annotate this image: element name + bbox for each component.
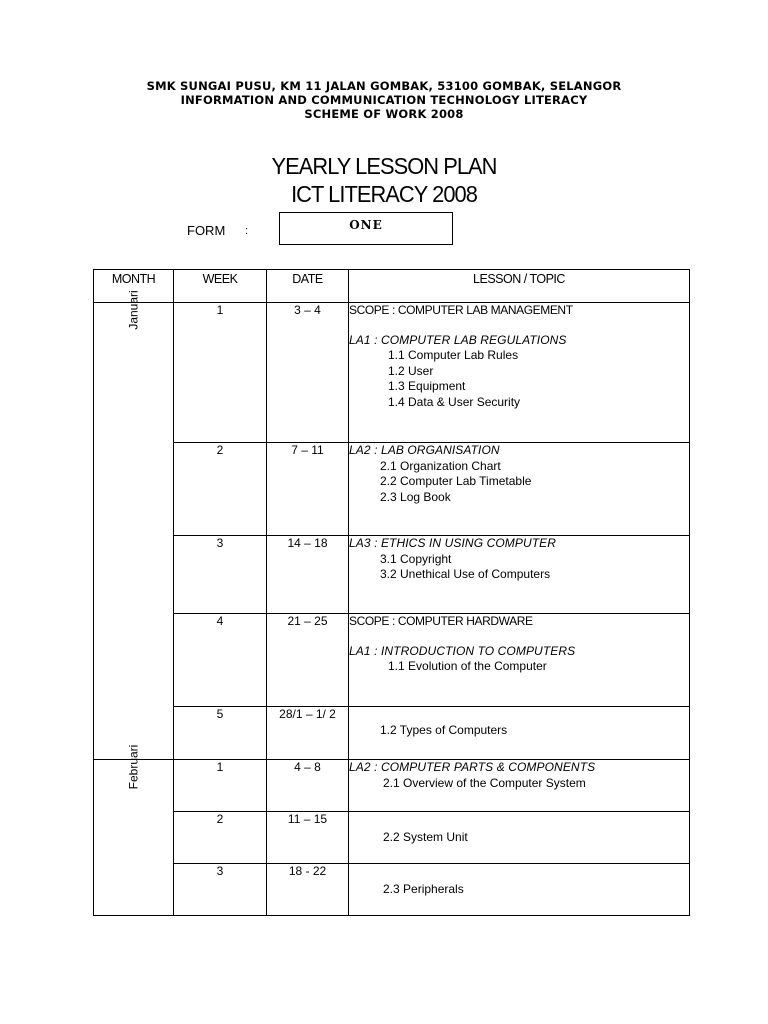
learning-area: LA2 : COMPUTER PARTS & COMPONENTS	[349, 760, 596, 774]
topic-item: 2.3 Log Book	[380, 489, 451, 504]
month-cell-januari	[94, 290, 174, 760]
topic-cell	[349, 707, 690, 760]
date-cell: 21 – 25	[267, 614, 349, 707]
scope-heading: SCOPE : COMPUTER HARDWARE	[349, 614, 533, 628]
week-cell: 3	[174, 864, 267, 916]
topic-item: 1.1 Computer Lab Rules	[388, 348, 519, 362]
form-label: FORM	[187, 223, 226, 238]
table-row	[94, 614, 690, 707]
school-header	[0, 79, 768, 121]
date-cell: 3 – 4	[267, 303, 349, 443]
table-row	[94, 812, 690, 864]
topic-item: 1.4 Data & User Security	[388, 394, 521, 409]
week-cell: 3	[174, 536, 267, 614]
document-title	[19, 152, 749, 208]
week-cell: 5	[174, 707, 267, 760]
table-row	[94, 864, 690, 916]
month-label: Januari	[126, 290, 141, 330]
table-row	[94, 760, 690, 812]
header-line-1: SMK SUNGAI PUSU, KM 11 JALAN GOMBAK, 53100 GOMBAK, SELANGOR	[146, 79, 622, 93]
title-line-1: YEARLY LESSON PLAN	[271, 153, 497, 179]
form-colon: :	[245, 225, 249, 237]
header-date: DATE	[267, 270, 349, 303]
topic-item: 2.3 Peripherals	[383, 882, 464, 896]
topic-item: 1.1 Evolution of the Computer	[388, 659, 547, 673]
topic-item: 2.2 System Unit	[383, 830, 468, 844]
topic-cell	[349, 614, 690, 707]
week-cell: 4	[174, 614, 267, 707]
month-cell-februari	[94, 744, 174, 916]
date-cell: 18 - 22	[267, 864, 349, 916]
table-row	[94, 707, 690, 760]
topic-item: 2.2 Computer Lab Timetable	[380, 474, 532, 488]
header-week: WEEK	[174, 270, 267, 303]
learning-area: LA1 : INTRODUCTION TO COMPUTERS	[349, 643, 576, 658]
lesson-plan-table	[93, 269, 690, 916]
form-value-box: ONE	[279, 212, 453, 245]
date-cell: 4 – 8	[267, 760, 349, 812]
date-cell: 11 – 15	[267, 812, 349, 864]
week-cell: 2	[174, 812, 267, 864]
table-row	[94, 443, 690, 536]
topic-cell	[349, 536, 690, 614]
topic-item: 3.2 Unethical Use of Computers	[380, 567, 551, 581]
learning-area: LA2 : LAB ORGANISATION	[349, 443, 500, 457]
learning-area: LA1 : COMPUTER LAB REGULATIONS	[349, 332, 567, 347]
table-row	[94, 303, 690, 443]
topic-item: 1.2 User	[388, 363, 434, 378]
header-line-2: INFORMATION AND COMMUNICATION TECHNOLOGY LITERACY	[180, 93, 588, 107]
topic-item: 1.3 Equipment	[388, 379, 466, 393]
header-topic: LESSON / TOPIC	[349, 270, 690, 303]
topic-item: 2.1 Overview of the Computer System	[383, 775, 586, 790]
title-line-2: ICT LITERACY 2008	[291, 181, 477, 207]
scope-heading: SCOPE : COMPUTER LAB MANAGEMENT	[349, 303, 573, 317]
date-cell: 7 – 11	[267, 443, 349, 536]
week-cell: 1	[174, 760, 267, 812]
topic-item: 1.2 Types of Computers	[380, 723, 508, 737]
week-cell: 2	[174, 443, 267, 536]
table-header-row	[94, 270, 690, 303]
table-row	[94, 536, 690, 614]
topic-item: 2.1 Organization Chart	[380, 458, 501, 473]
topic-cell	[349, 812, 690, 864]
date-cell: 28/1 – 1/ 2	[267, 707, 349, 760]
topic-item: 3.1 Copyright	[380, 551, 452, 566]
topic-cell	[349, 864, 690, 916]
month-label: Februari	[126, 744, 141, 790]
header-month: MONTH	[94, 270, 174, 303]
topic-cell	[349, 443, 690, 536]
header-line-3: SCHEME OF WORK 2008	[304, 107, 464, 121]
date-cell: 14 – 18	[267, 536, 349, 614]
week-cell: 1	[174, 303, 267, 443]
learning-area: LA3 : ETHICS IN USING COMPUTER	[349, 536, 557, 550]
topic-cell	[349, 303, 690, 443]
topic-cell	[349, 760, 690, 812]
